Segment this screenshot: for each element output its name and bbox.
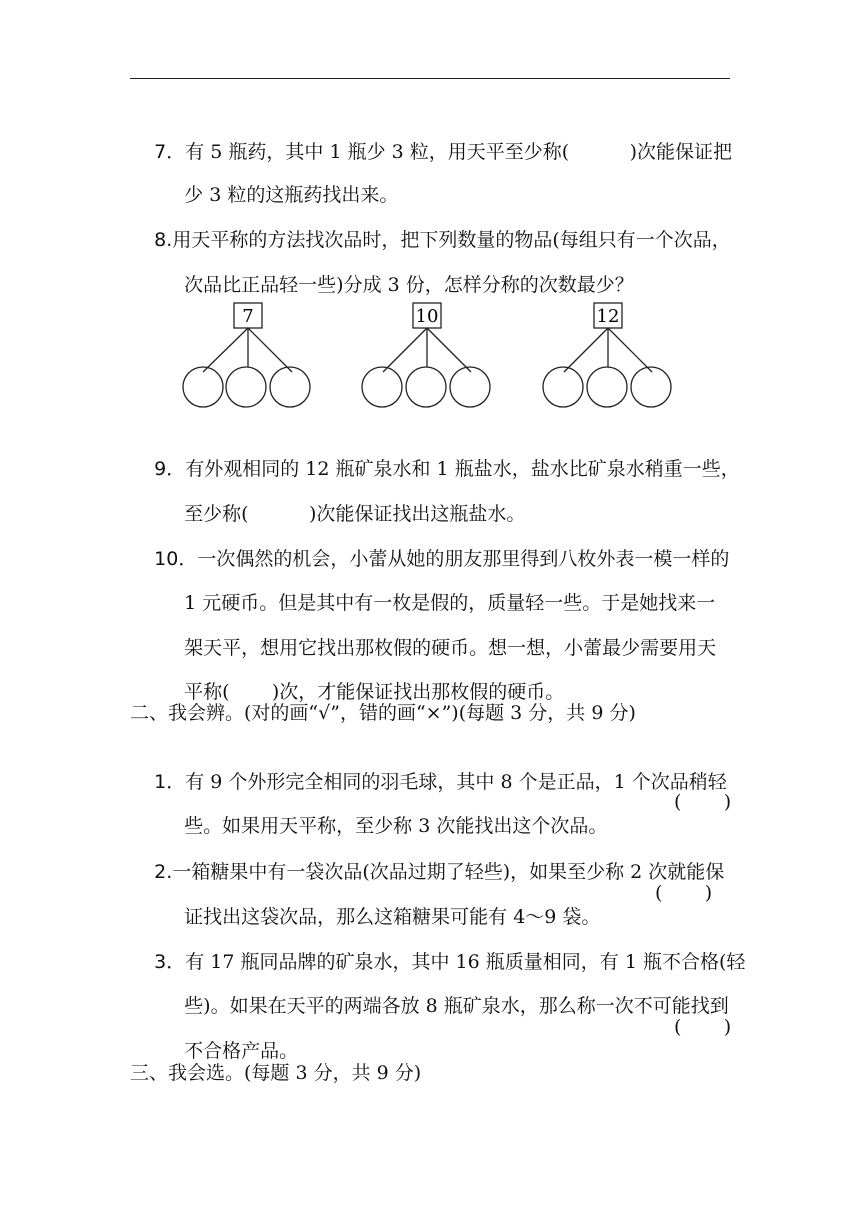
question-number: 8. [154,229,173,251]
answer-parentheses[interactable]: ( ) [674,791,732,813]
question-text: 少 3 粒的这瓶药找出来。 [184,184,399,206]
question-text: 用天平称的方法找次品时，把下列数量的物品(每组只有一个次品， [172,229,731,251]
question-text: 架天平，想用它找出那枚假的硬币。想一想，小蕾最少需要用天 [184,637,717,659]
question-number: 9． [154,458,186,480]
group-circle [226,367,266,407]
question-text: 证找出这袋次品，那么这箱糖果可能有 4～9 袋。 [184,906,601,928]
group-circle [450,367,490,407]
section-3-title: 三、我会选。(每题 3 分，共 9 分) [130,1062,422,1084]
group-circle [362,367,402,407]
total-value: 7 [242,306,254,327]
question-text: 不合格产品。 [184,1040,299,1062]
question-text: 一箱糖果中有一袋次品(次品过期了轻些)，如果至少称 2 次就能保 [172,861,725,883]
split-diagram-7 [183,303,310,407]
question-number: 2. [154,861,173,883]
question-number: 1． [154,771,186,793]
question-text: 些。如果用天平称，至少称 3 次能找出这个次品。 [184,815,608,837]
question-text: 有 9 个外形完全相同的羽毛球，其中 8 个是正品，1 个次品稍轻 [185,771,727,793]
question-text: 些)。如果在天平的两端各放 8 瓶矿泉水，那么称一次不可能找到 [184,995,729,1017]
question-text: 至少称( )次能保证找出这瓶盐水。 [184,503,526,525]
question-text: 有 17 瓶同品牌的矿泉水，其中 16 瓶质量相同，有 1 瓶不合格(轻 [185,951,746,973]
group-circle [543,367,583,407]
total-value: 12 [596,306,620,327]
question-number: 10． [154,548,198,570]
question-text: 有 5 瓶药，其中 1 瓶少 3 粒，用天平至少称( )次能保证把 [185,141,732,163]
total-value: 10 [415,306,439,327]
split-diagrams [0,0,860,420]
question-text: 有外观相同的 12 瓶矿泉水和 1 瓶盐水，盐水比矿泉水稍重一些， [185,458,740,480]
question-text: 一次偶然的机会，小蕾从她的朋友那里得到八枚外表一模一样的 [197,548,730,570]
question-number: 7． [154,141,186,163]
group-circle [587,367,627,407]
answer-parentheses[interactable]: ( ) [655,882,713,904]
question-text: 次品比正品轻一些)分成 3 份，怎样分称的次数最少？ [184,274,634,296]
question-text: 1 元硬币。但是其中有一枚是假的，质量轻一些。于是她找来一 [184,592,716,614]
group-circle [631,367,671,407]
split-diagram-10 [362,303,490,407]
split-diagram-12 [543,303,671,407]
question-number: 3． [154,951,186,973]
answer-parentheses[interactable]: ( ) [674,1016,732,1038]
group-circle [406,367,446,407]
question-text: 平称( )次，才能保证找出那枚假的硬币。 [184,681,565,703]
group-circle [270,367,310,407]
section-2-title: 二、我会辨。(对的画“√”，错的画“×”)(每题 3 分，共 9 分) [130,702,636,724]
group-circle [183,367,223,407]
